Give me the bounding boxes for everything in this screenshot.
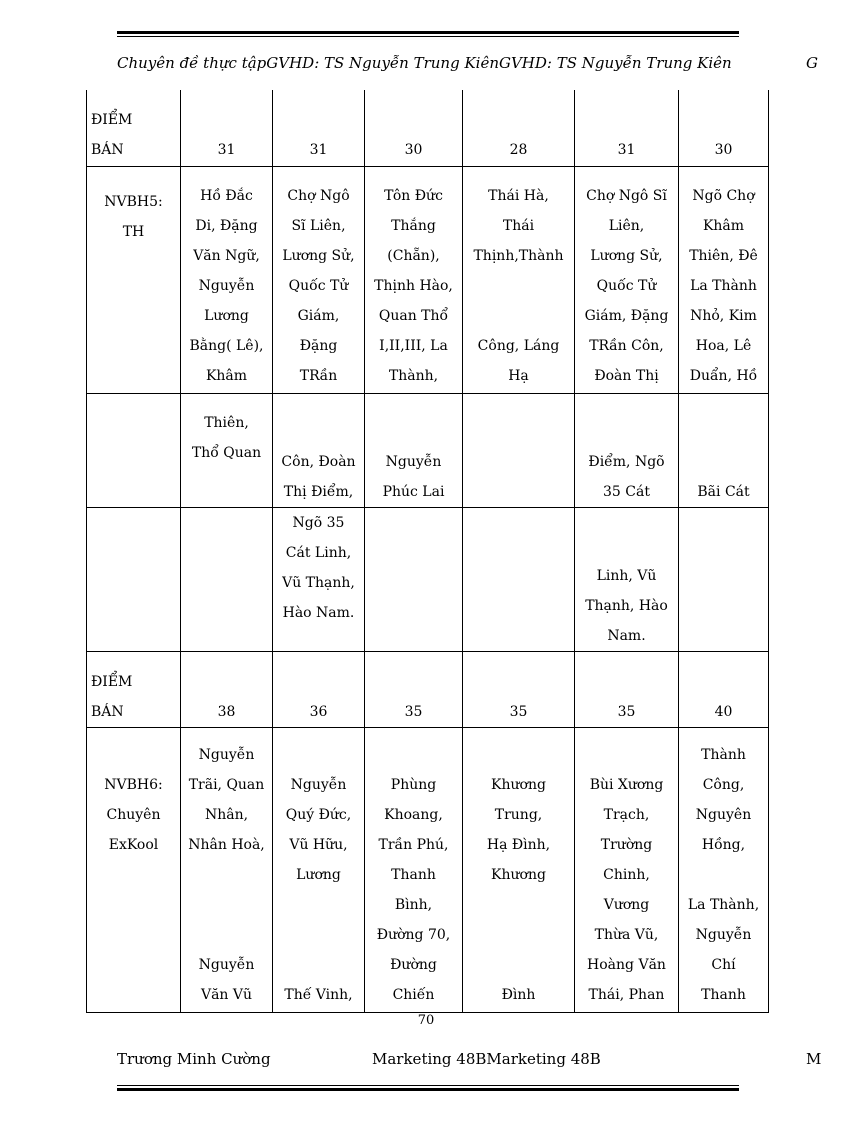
cell-text-line: Chiến (392, 986, 435, 1003)
cell-text-line: Hào Nam. (282, 604, 355, 621)
cell-text-line: Thành (701, 746, 746, 763)
table-cell (463, 166, 575, 393)
cell-text-line: Giám, Đặng (584, 307, 669, 324)
cell-text-line: Nguyễn (198, 956, 255, 973)
cell-text-line: Hồ Đắc (200, 187, 253, 204)
cell-text-line (273, 417, 364, 447)
table-row (87, 166, 769, 393)
table-row (87, 90, 769, 166)
row-label-cell (87, 166, 181, 393)
table-cell (679, 727, 769, 1012)
cell-text-line: Thịnh,Thành (473, 247, 564, 264)
table-row (87, 651, 769, 727)
cell-text-line: Di, Đặng (195, 217, 258, 234)
cell-text-line: 30 (404, 142, 423, 158)
cell-text-line: Văn Ngữ, (193, 247, 260, 264)
cell-text-line: TRần Côn, (589, 337, 664, 354)
cell-text-line: La Thành (690, 277, 757, 294)
cell-text-line: Chinh, (603, 866, 650, 883)
cell-text-line: Thanh (701, 986, 746, 1003)
cell-text-line: Bình, (394, 896, 433, 913)
row-label-line: ĐIỂM (91, 673, 133, 690)
cell-text-line: Côn, Đoàn (281, 453, 356, 470)
running-header: Chuyên đề thực tậpGVHD: TS Nguyễn Trung KiênGVHD: TS Nguyễn Trung Kiên (117, 54, 732, 72)
cell-text-line: Linh, Vũ (596, 567, 657, 584)
cell-text-line: Thiên, (204, 414, 249, 431)
cell-text-line: 31 (217, 142, 236, 158)
cell-text-line (575, 531, 678, 561)
running-header-overflow: G (806, 54, 818, 72)
cell-text-line: Nguyễn (198, 277, 255, 294)
cell-text-line: I,II,III, La (379, 337, 448, 354)
row-label-cell (87, 393, 181, 507)
cell-text-line: Lương (204, 307, 249, 324)
cell-text-line: 36 (309, 703, 328, 720)
cell-text-line: Khương (491, 776, 546, 793)
cell-text-line: Quan Thổ (378, 307, 449, 324)
table-cell (181, 393, 273, 507)
cell-text-line: Trung, (494, 806, 543, 823)
cell-text-line (575, 417, 678, 447)
cell-text-line (679, 447, 768, 477)
cell-text-line: Văn Vũ (200, 986, 253, 1003)
table-cell (273, 507, 365, 651)
cell-text-line: 40 (714, 703, 733, 720)
table-cell (273, 727, 365, 1012)
cell-text-line: Lương (296, 866, 341, 883)
cell-text-line: Đình (501, 986, 536, 1003)
row-label-cell (87, 727, 181, 1012)
cell-text-line: Nguyễn (695, 926, 752, 943)
cell-text-line: Liên, (608, 217, 645, 234)
table-cell (679, 651, 769, 727)
cell-text-line: La Thành, (687, 896, 760, 913)
table-cell (181, 90, 273, 166)
row-label-line: BÁN (91, 703, 124, 720)
cell-text-line: Tôn Đức (384, 187, 443, 204)
cell-text-line (181, 920, 272, 950)
table-cell (365, 651, 463, 727)
cell-text-line: Nhân, (204, 806, 249, 823)
cell-text-line: Khâm (205, 367, 248, 384)
cell-text-line: Thổ Quan (191, 444, 262, 461)
cell-text-line: Cát Linh, (285, 544, 352, 561)
cell-text-line: Quý Đức, (285, 806, 352, 823)
table-cell (181, 507, 273, 651)
row-label-line: NVBH5: (104, 193, 163, 210)
cell-text-line: Khâm (702, 217, 745, 234)
cell-text-line: Lương Sử, (590, 247, 663, 264)
cell-text-line: Đường 70, (376, 926, 451, 943)
cell-text-line: Nhân Hoà, (188, 836, 265, 853)
cell-text-line: Nguyên (695, 806, 752, 823)
row-label-cell (87, 651, 181, 727)
cell-text-line: Ngõ Chợ (692, 187, 755, 204)
cell-text-line (679, 417, 768, 447)
table-row (87, 727, 769, 1012)
cell-text-line: 38 (217, 703, 236, 720)
cell-text-line: Lương Sử, (282, 247, 355, 264)
cell-text-line: Vũ Thạnh, (282, 574, 355, 591)
cell-text-line: Nam. (607, 627, 646, 644)
table-cell (181, 651, 273, 727)
table-cell (365, 166, 463, 393)
cell-text-line: TRần (299, 367, 338, 384)
table-cell (463, 90, 575, 166)
row-label-line: BÁN (91, 142, 124, 158)
cell-text-line: 35 Cát (603, 483, 650, 500)
cell-text-line: 30 (714, 142, 733, 158)
cell-text-line: Khương (491, 866, 546, 883)
row-label-line: ExKool (108, 836, 159, 853)
table-cell (463, 393, 575, 507)
cell-text-line: 31 (617, 142, 636, 158)
cell-text-line: Trường (600, 836, 653, 853)
row-label-line: Chuyên (106, 806, 161, 823)
table-cell (181, 727, 273, 1012)
cell-text-line: Thị Điểm, (283, 483, 354, 500)
table-cell (365, 727, 463, 1012)
cell-text-line: Vương (603, 896, 650, 913)
cell-text-line: Đặng (299, 337, 338, 354)
cell-text-line: Trạch, (603, 806, 650, 823)
table-cell (575, 393, 679, 507)
cell-text-line: 31 (309, 142, 328, 158)
cell-text-line: 35 (509, 703, 528, 720)
table-row (87, 507, 769, 651)
cell-text-line: Quốc Tử (596, 277, 657, 294)
cell-text-line: Thế Vinh, (284, 986, 353, 1003)
table-cell (679, 393, 769, 507)
cell-text-line: Điểm, Ngõ (588, 453, 665, 470)
sales-route-table (86, 90, 769, 1013)
header-rule-thin (117, 36, 739, 37)
cell-text-line (365, 417, 462, 447)
footer-class: Marketing 48BMarketing 48B (372, 1050, 601, 1068)
page-number: 70 (417, 1013, 435, 1028)
cell-text-line: Thái, Phan (588, 986, 665, 1003)
cell-text-line: Thắng (391, 217, 436, 234)
cell-text-line: Công, Láng (477, 337, 560, 354)
cell-text-line: Sĩ Liên, (291, 217, 346, 234)
table-cell (679, 166, 769, 393)
cell-text-line (463, 890, 574, 920)
cell-text-line: Hoàng Văn (587, 956, 666, 973)
cell-text-line: Nguyễn (290, 776, 347, 793)
cell-text-line: Thái (502, 217, 535, 234)
table-cell (575, 90, 679, 166)
cell-text-line: Đường (390, 956, 437, 973)
table-cell (273, 651, 365, 727)
cell-text-line (181, 860, 272, 890)
row-label-line: TH (122, 223, 145, 240)
cell-text-line: 35 (617, 703, 636, 720)
cell-text-line: Hồng, (701, 836, 746, 853)
cell-text-line (273, 890, 364, 920)
cell-text-line: Bùi Xương (589, 776, 664, 793)
cell-text-line: Công, (702, 776, 745, 793)
table-cell (273, 393, 365, 507)
cell-text-line: (Chẵn), (387, 247, 440, 264)
table-cell (181, 166, 273, 393)
table-row (87, 393, 769, 507)
footer-author: Trương Minh Cường (117, 1050, 271, 1068)
cell-text-line: 35 (404, 703, 423, 720)
table-cell (365, 90, 463, 166)
header-rule-thick (117, 31, 739, 34)
table-cell (365, 507, 463, 651)
table-cell (575, 727, 679, 1012)
cell-text-line: Hạ Đình, (486, 836, 551, 853)
cell-text-line: 28 (509, 142, 528, 158)
cell-text-line (463, 271, 574, 301)
cell-text-line: Vũ Hữu, (289, 836, 348, 853)
cell-text-line (463, 301, 574, 331)
cell-text-line: Thạnh, Hào (585, 597, 668, 614)
cell-text-line: Bãi Cát (697, 483, 750, 500)
table-cell (679, 507, 769, 651)
table-cell (463, 507, 575, 651)
table-cell (575, 507, 679, 651)
cell-text-line (463, 950, 574, 980)
cell-text-line: Chợ Ngô Sĩ (586, 187, 667, 204)
table-cell (365, 393, 463, 507)
cell-text-line: Ngõ 35 (292, 514, 345, 531)
cell-text-line: Thịnh Hào, (374, 277, 453, 294)
cell-text-line: Hạ (508, 367, 529, 384)
cell-text-line (463, 920, 574, 950)
table-cell (575, 166, 679, 393)
table-cell (575, 651, 679, 727)
cell-text-line: Phúc Lai (382, 483, 445, 500)
cell-text-line (181, 890, 272, 920)
cell-text-line: Khoang, (384, 806, 443, 823)
cell-text-line: Duẩn, Hồ (689, 367, 758, 384)
cell-text-line: Đoàn Thị (594, 367, 659, 384)
cell-text-line (679, 860, 768, 890)
footer-overflow: M (806, 1050, 822, 1068)
cell-text-line: Trần Phú, (378, 836, 449, 853)
cell-text-line: Trãi, Quan (188, 776, 265, 793)
table-cell (273, 90, 365, 166)
footer-rule-thick (117, 1088, 739, 1091)
row-label-cell (87, 507, 181, 651)
row-label-cell (87, 90, 181, 166)
cell-text-line (273, 950, 364, 980)
cell-text-line: Thiên, Đê (689, 247, 758, 264)
table-cell (273, 166, 365, 393)
table-cell (463, 651, 575, 727)
cell-text-line: Giám, (297, 307, 340, 324)
cell-text-line: Thái Hà, (488, 187, 549, 204)
cell-text-line: Quốc Tử (288, 277, 349, 294)
cell-text-line: Nguyễn (385, 453, 442, 470)
cell-text-line: Phùng (390, 776, 437, 793)
row-label-line: NVBH6: (104, 776, 163, 793)
cell-text-line: Thành, (388, 367, 439, 384)
cell-text-line: Thừa Vũ, (594, 926, 659, 943)
table-cell (679, 90, 769, 166)
cell-text-line: Nguyễn (198, 746, 255, 763)
cell-text-line: Nhỏ, Kim (690, 307, 757, 324)
cell-text-line: Bằng( Lê), (189, 337, 264, 354)
row-label-line: ĐIỂM (91, 112, 133, 128)
cell-text-line: Chợ Ngô (287, 187, 350, 204)
footer-rule-thin (117, 1085, 739, 1086)
cell-text-line: Chí (711, 956, 736, 973)
cell-text-line (273, 920, 364, 950)
table-cell (463, 727, 575, 1012)
cell-text-line: Hoa, Lê (695, 337, 752, 354)
cell-text-line: Thanh (391, 866, 436, 883)
